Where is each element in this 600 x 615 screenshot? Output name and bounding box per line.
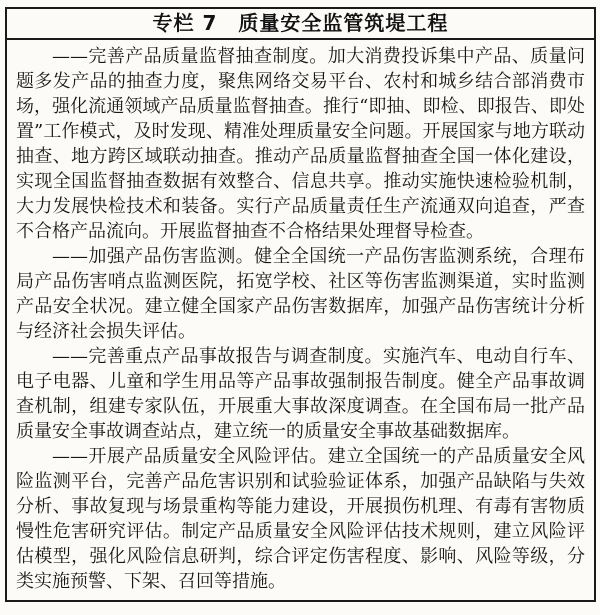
panel-title: 专栏 7 质量安全监管筑堤工程: [7, 9, 594, 40]
column-7-panel: [5, 7, 596, 602]
paragraph-supervision-sampling: ——完善产品质量监督抽查制度。加大消费投诉集中产品、质量问题多发产品的抽查力度，聚焦网络交易平台、农村和城乡结合部消费市场，强化流通领域产品质量监督抽查。推行“即抽、即检、即报告、即处置”工作模式，及时发现、精准处理质量安全问题。开展国家与地方联动抽查、地方跨区域联动抽查。推动产品质量监督抽查全国一体化建设，实现全国监督抽查数据有效整合、信息共享。推动实施快速检验机制，大力发展快检技术和装备。实行产品质量责任生产流通双向追查，严查不合格产品流向。开展监督抽查不合格结果处理督导检查。: [16, 46, 585, 242]
paragraph-accident-reporting: ——完善重点产品事故报告与调查制度。实施汽车、电动自行车、电子电器、儿童和学生用品等产品事故强制报告制度。健全产品事故调查机制，组建专家队伍，开展重大事故深度调查。在全国布局一批产品质量安全事故调查站点，建立统一的质量安全事故基础数据库。: [16, 346, 585, 442]
panel-body: [7, 40, 594, 594]
paragraph-injury-monitoring: ——加强产品伤害监测。健全全国统一产品伤害监测系统，合理布局产品伤害哨点监测医院，拓宽学校、社区等伤害监测渠道，实时监测产品安全状况。建立健全国家产品伤害数据库，加强产品伤害统计分析与经济社会损失评估。: [16, 246, 585, 342]
paragraph-risk-assessment: ——开展产品质量安全风险评估。建立全国统一的产品质量安全风险监测平台，完善产品危害识别和试验验证体系，加强产品缺陷与失效分析、事故复现与场景重构等能力建设，开展损伤机理、有毒有害物质慢性危害研究评估。制定产品质量安全风险评估技术规则，建立风险评估模型，强化风险信息研判，综合评定伤害程度、影响、风险等级，分类实施预警、下架、召回等措施。: [16, 446, 585, 592]
